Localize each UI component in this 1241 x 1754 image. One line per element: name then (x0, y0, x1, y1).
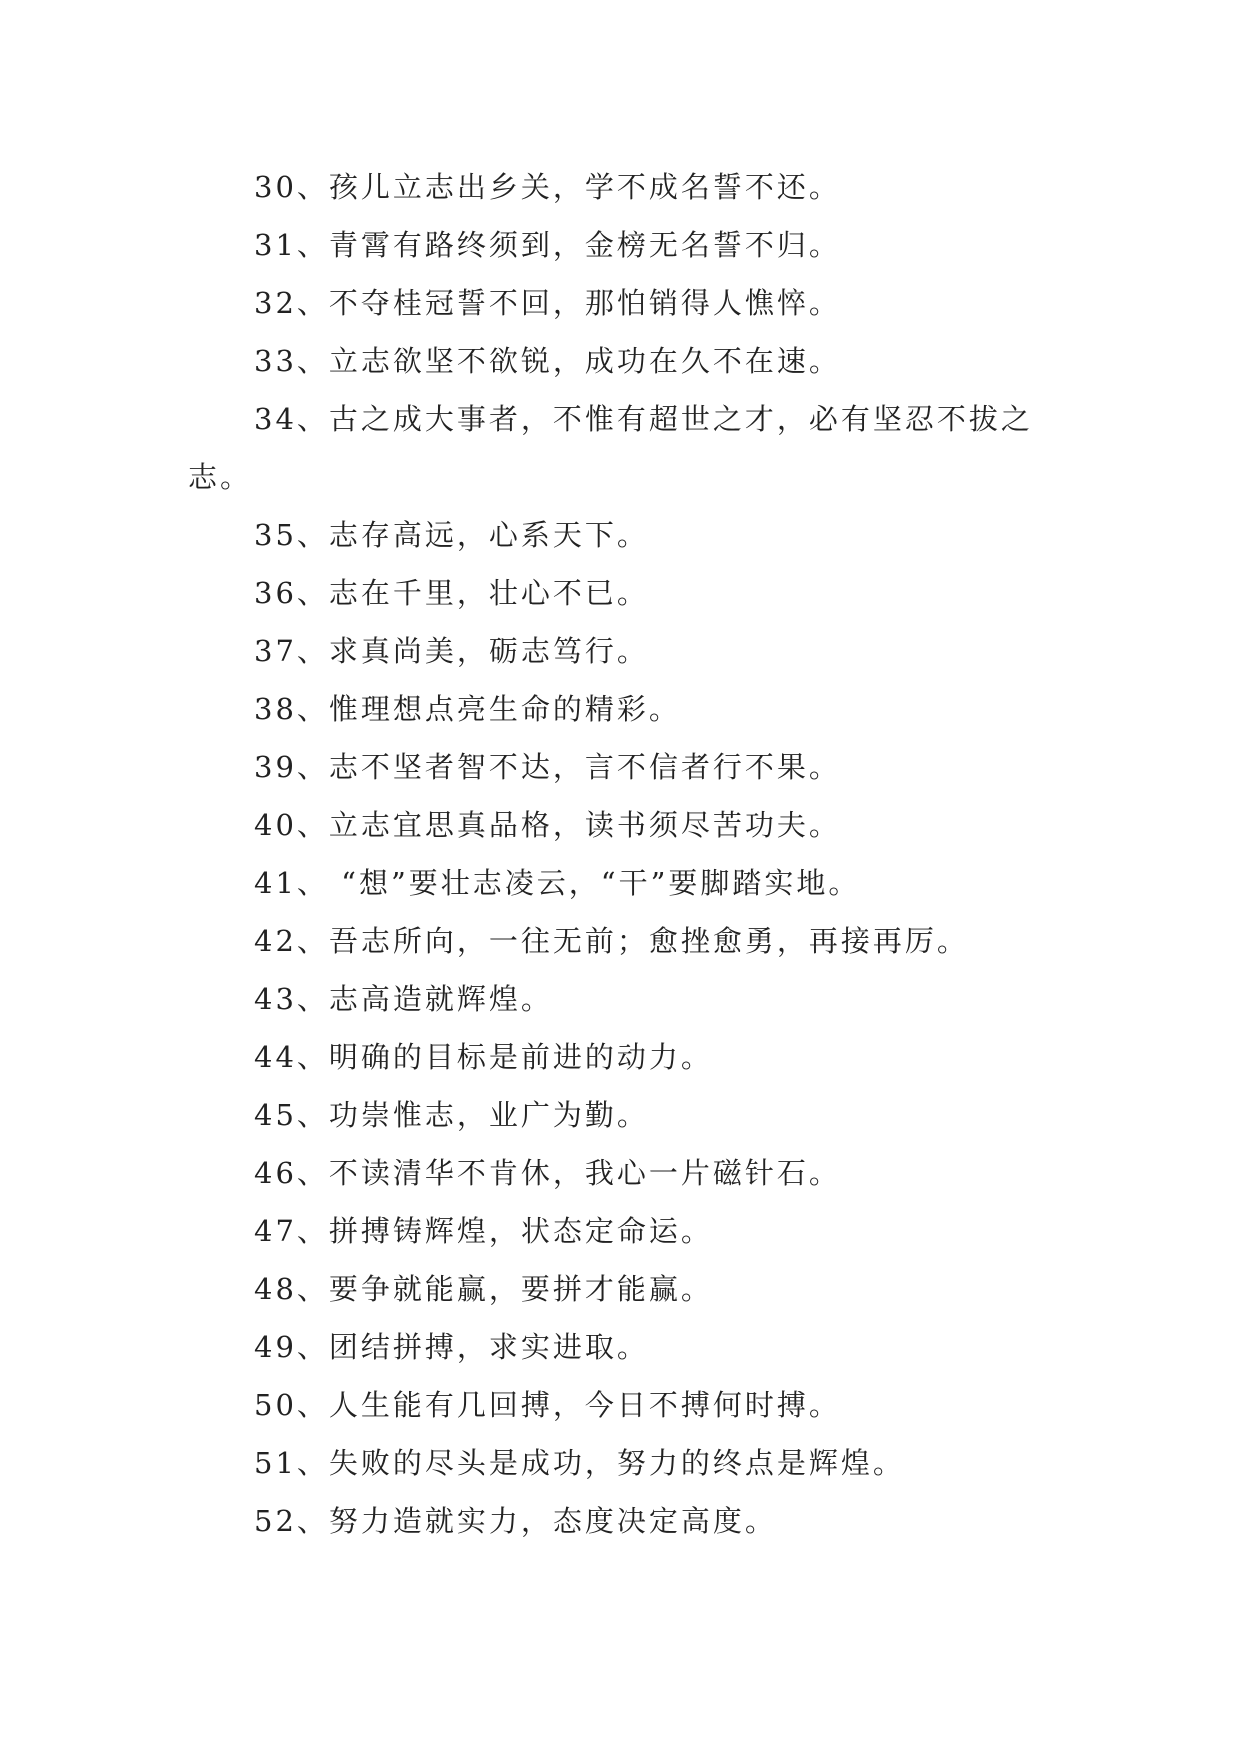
list-item: 49、团结拼搏，求实进取。 (254, 1330, 649, 1364)
list-item: 32、不夺桂冠誓不回，那怕销得人憔悴。 (254, 286, 841, 320)
list-item: 31、青霄有路终须到，金榜无名誓不归。 (254, 228, 841, 262)
list-item: 34、古之成大事者，不惟有超世之才，必有坚忍不拔之志。 (188, 402, 1033, 494)
list-item: 38、惟理想点亮生命的精彩。 (254, 692, 681, 726)
list-item: 50、人生能有几回搏，今日不搏何时搏。 (254, 1388, 841, 1422)
list-item: 35、志存高远，心系天下。 (254, 518, 649, 552)
document-body (188, 158, 1048, 1550)
list-item: 42、吾志所向，一往无前；愈挫愈勇，再接再厉。 (254, 924, 969, 958)
list-item: 46、不读清华不肯休，我心一片磁针石。 (254, 1156, 841, 1190)
list-item: 39、志不坚者智不达，言不信者行不果。 (254, 750, 841, 784)
list-item: 47、拼搏铸辉煌，状态定命运。 (254, 1214, 713, 1248)
list-item: 36、志在千里，壮心不已。 (254, 576, 649, 610)
list-item: 45、功崇惟志，业广为勤。 (254, 1098, 649, 1132)
list-item: 37、求真尚美，砺志笃行。 (254, 634, 649, 668)
list-item: 52、努力造就实力，态度决定高度。 (254, 1504, 777, 1538)
list-item: 51、失败的尽头是成功，努力的终点是辉煌。 (254, 1446, 905, 1480)
list-item: 33、立志欲坚不欲锐，成功在久不在速。 (254, 344, 841, 378)
list-item: 30、孩儿立志出乡关，学不成名誓不还。 (254, 170, 841, 204)
list-item: 43、志高造就辉煌。 (254, 982, 553, 1016)
list-item: 48、要争就能赢，要拼才能赢。 (254, 1272, 713, 1306)
list-item: 41、 “想”要壮志凌云，“干”要脚踏实地。 (254, 866, 861, 900)
list-item: 40、立志宜思真品格，读书须尽苦功夫。 (254, 808, 841, 842)
list-item: 44、明确的目标是前进的动力。 (254, 1040, 713, 1074)
